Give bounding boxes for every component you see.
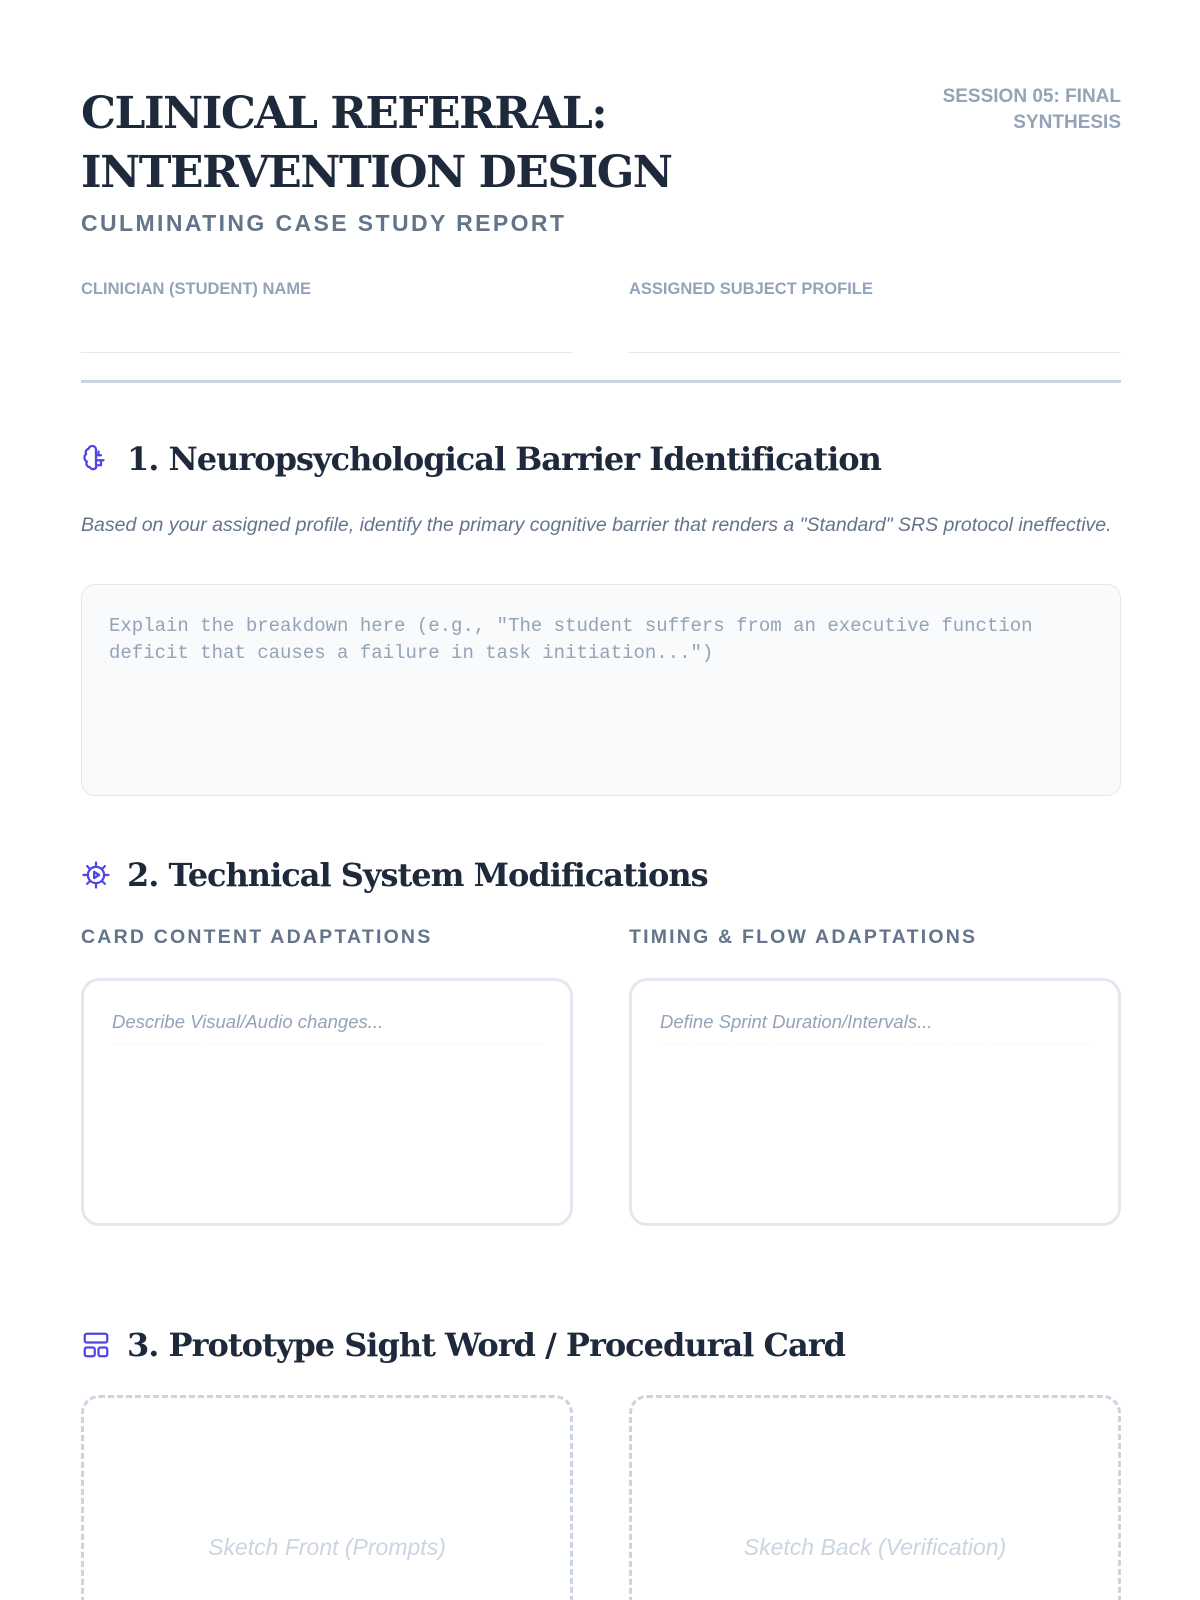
page-subtitle: CULMINATING CASE STUDY REPORT <box>81 210 567 236</box>
section-2-heading <box>81 856 708 894</box>
session-label-line-1: SESSION 05: FINAL <box>942 86 1121 107</box>
clinician-name-label: CLINICIAN (STUDENT) NAME <box>81 280 312 298</box>
subject-profile-underline <box>629 352 1121 353</box>
card-content-rule <box>112 1043 542 1044</box>
sketch-back-area[interactable] <box>629 1395 1121 1600</box>
timing-flow-input[interactable] <box>629 978 1121 1226</box>
sketch-front-area[interactable] <box>81 1395 573 1600</box>
session-label <box>901 84 1121 136</box>
clinician-name-field[interactable] <box>81 280 573 299</box>
page-title-line-2: INTERVENTION DESIGN <box>81 147 672 198</box>
sketch-back-placeholder: Sketch Back (Verification) <box>743 1534 1007 1560</box>
section-2-title: 2. Technical System Modifications <box>127 856 708 894</box>
layout-icon <box>81 1330 111 1360</box>
card-content-label: CARD CONTENT ADAPTATIONS <box>81 926 433 948</box>
section-1-title: 1. Neuropsychological Barrier Identification <box>127 440 881 478</box>
barrier-explanation-textarea[interactable]: Explain the breakdown here (e.g., "The student suffers from an executive function deficit that causes a failure in task initiation...") <box>81 584 1121 796</box>
subject-profile-field[interactable] <box>629 280 1121 299</box>
session-label-line-2: SYNTHESIS <box>1013 112 1121 133</box>
section-1-heading <box>81 440 881 478</box>
timing-flow-label: TIMING & FLOW ADAPTATIONS <box>629 926 978 948</box>
header-divider <box>81 380 1121 383</box>
card-content-placeholder: Describe Visual/Audio changes... <box>112 1011 384 1032</box>
clinician-name-underline <box>81 352 573 353</box>
page-title-line-1: CLINICAL REFERRAL: <box>81 88 607 139</box>
sketch-front-placeholder: Sketch Front (Prompts) <box>208 1534 446 1560</box>
header <box>81 84 1121 244</box>
worksheet-page <box>81 0 1121 1600</box>
card-content-input[interactable] <box>81 978 573 1226</box>
timing-flow-rule <box>660 1043 1090 1044</box>
brain-icon <box>81 444 111 474</box>
gear-icon <box>81 860 111 890</box>
section-1-instruction: Based on your assigned profile, identify the primary cognitive barrier that renders a "Standard" SRS protocol ineffective. <box>81 514 1112 536</box>
section-3-title: 3. Prototype Sight Word / Procedural Card <box>127 1326 845 1364</box>
section-3-heading <box>81 1326 845 1364</box>
timing-flow-placeholder: Define Sprint Duration/Intervals... <box>660 1011 933 1032</box>
subject-profile-label: ASSIGNED SUBJECT PROFILE <box>629 280 873 298</box>
page-title <box>81 84 721 202</box>
